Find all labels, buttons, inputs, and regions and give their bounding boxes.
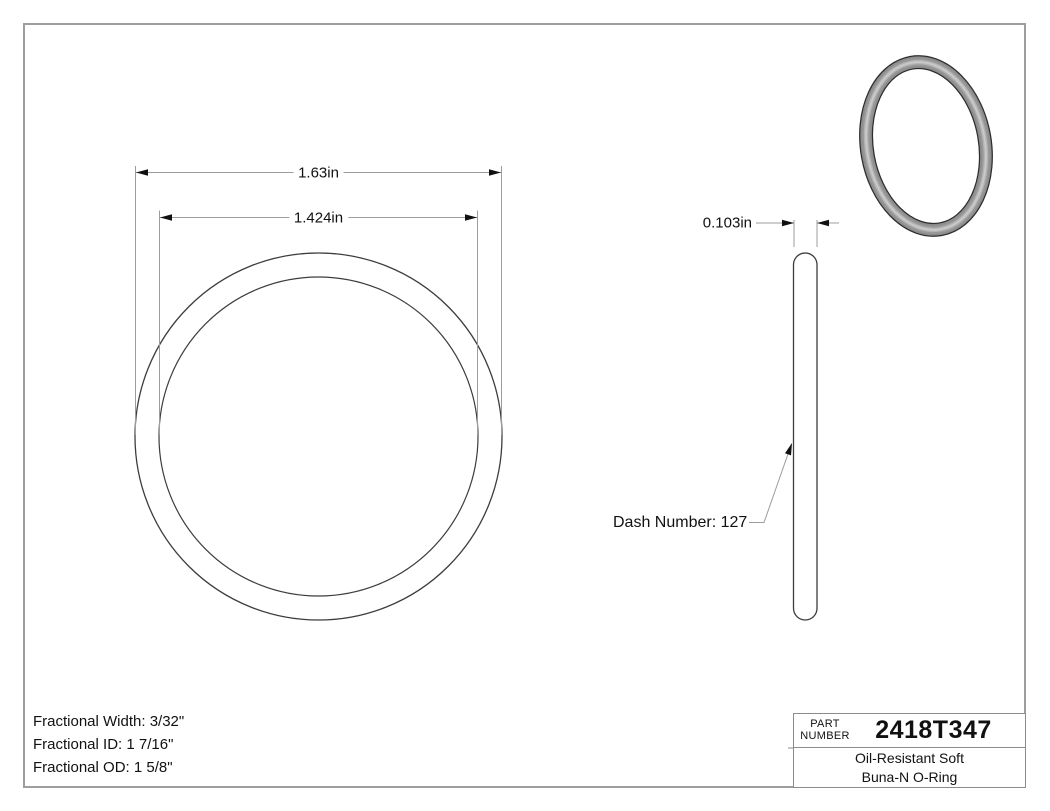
fractional-width-note: Fractional Width: 3/32" <box>33 713 185 730</box>
front-view <box>135 166 502 620</box>
arrowhead-width-right <box>817 220 829 226</box>
od-dimension-label: 1.63in <box>293 164 344 181</box>
id-dimension-label: 1.424in <box>289 209 348 226</box>
oring-3d-render <box>853 53 999 240</box>
oring-inner-circle <box>159 277 478 596</box>
fractional-notes <box>33 710 184 779</box>
description-line1: Oil-Resistant Soft <box>855 749 964 766</box>
width-dimension-label: 0.103in <box>702 214 752 231</box>
part-caption-line1: PART <box>810 718 840 730</box>
title-block <box>793 713 1026 788</box>
description-line2: Buna-N O-Ring <box>861 768 958 785</box>
fractional-od-note: Fractional OD: 1 5/8" <box>33 759 173 776</box>
arrowhead-od-right <box>489 169 501 175</box>
title-block-part-number-row <box>794 714 1025 748</box>
oring-outer-circle <box>135 253 502 620</box>
oring-side-profile <box>794 253 818 620</box>
dash-number-leader-line <box>749 444 792 523</box>
arrowhead-od-left <box>136 169 148 175</box>
dash-number-label: Dash Number: 127 <box>613 513 748 531</box>
arrowhead-id-left <box>160 214 172 220</box>
part-caption-line2: NUMBER <box>800 729 850 742</box>
fractional-id-note: Fractional ID: 1 7/16" <box>33 736 174 753</box>
part-number-value: 2418T347 <box>875 716 992 744</box>
title-block-description <box>794 748 1025 787</box>
arrowhead-id-right <box>465 214 477 220</box>
oring-3d-outline <box>853 53 999 240</box>
part-number-caption <box>794 719 856 742</box>
side-view <box>749 220 839 620</box>
arrowhead-width-left <box>782 220 794 226</box>
